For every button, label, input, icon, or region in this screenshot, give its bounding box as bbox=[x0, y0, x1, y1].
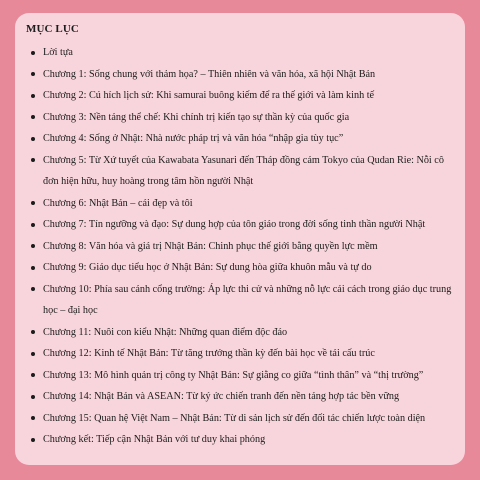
toc-item-text: Chương 15: Quan hệ Việt Nam – Nhật Bản: Từ di sản lịch sử đến đối tác chiến lược toàn diện bbox=[43, 412, 426, 424]
bullet-icon bbox=[31, 72, 35, 76]
bullet-icon bbox=[31, 352, 35, 356]
bullet-icon bbox=[31, 115, 35, 119]
toc-item-chapter-11 bbox=[26, 322, 455, 344]
toc-item-text: Chương 1: Sống chung với thảm họa? – Thiên nhiên và văn hóa, xã hội Nhật Bản bbox=[43, 68, 376, 80]
toc-item-chapter-2 bbox=[26, 85, 455, 107]
toc-item-chapter-13 bbox=[26, 365, 455, 387]
toc-item-text: Chương 10: Phía sau cánh cổng trường: Áp lực thi cử và những nỗ lực cải cách trong giáo dục trung học – đại học bbox=[43, 283, 452, 316]
toc-item-text: Chương 4: Sống ở Nhật: Nhà nước pháp trị và văn hóa “nhập gia tùy tục” bbox=[43, 133, 344, 144]
toc-item-text: Chương 7: Tín ngưỡng và đạo: Sự dung hợp của tôn giáo trong đời sống tinh thần người Nhật bbox=[43, 219, 426, 230]
toc-item-text: Chương 3: Nền tảng thể chế: Khi chính trị kiến tạo sự thần kỳ của quốc gia bbox=[43, 111, 350, 123]
bullet-icon bbox=[31, 438, 35, 442]
toc-item-chapter-9 bbox=[26, 257, 455, 279]
bullet-icon bbox=[31, 330, 35, 334]
toc-item-text: Chương kết: Tiếp cận Nhật Bản với tư duy khai phóng bbox=[43, 434, 266, 445]
toc-card bbox=[15, 13, 465, 465]
toc-item-conclusion bbox=[26, 429, 455, 451]
toc-title: MỤC LỤC bbox=[26, 23, 79, 35]
toc-item-text: Chương 8: Văn hóa và giá trị Nhật Bản: Chinh phục thế giới bằng quyền lực mềm bbox=[43, 240, 378, 252]
toc-item-text: Lời tựa bbox=[43, 47, 73, 58]
bullet-icon bbox=[31, 244, 35, 248]
toc-item-text: Chương 6: Nhật Bản – cái đẹp và tôi bbox=[43, 197, 193, 209]
bullet-icon bbox=[31, 94, 35, 98]
bullet-icon bbox=[31, 51, 35, 55]
toc-item-text: Chương 2: Cú hích lịch sử: Khi samurai buông kiếm để ra thế giới và làm kinh tế bbox=[43, 90, 375, 101]
bullet-icon bbox=[31, 158, 35, 162]
toc-item-chapter-4 bbox=[26, 128, 455, 150]
toc-item-chapter-12 bbox=[26, 343, 455, 365]
toc-item-text: Chương 9: Giáo dục tiểu học ở Nhật Bản: Sự dung hòa giữa khuôn mẫu và tự do bbox=[43, 262, 372, 273]
bullet-icon bbox=[31, 373, 35, 377]
toc-item-chapter-10 bbox=[26, 279, 455, 322]
toc-item-text: Chương 5: Từ Xứ tuyết của Kawabata Yasunari đến Tháp đồng cảm Tokyo của Qudan Rie: Nỗi cô đơn hiện hữu, huy hoàng trong tâm hồn người Nhật bbox=[43, 154, 444, 187]
toc-item-text: Chương 13: Mô hình quản trị công ty Nhật Bản: Sự giằng co giữa “tình thân” và “thị trường” bbox=[43, 369, 424, 381]
bullet-icon bbox=[31, 266, 35, 270]
toc-item-text: Chương 12: Kinh tế Nhật Bản: Từ tăng trưởng thần kỳ đến bài học về tái cấu trúc bbox=[43, 348, 375, 359]
toc-item-chapter-7 bbox=[26, 214, 455, 236]
toc-item-chapter-15 bbox=[26, 408, 455, 430]
bullet-icon bbox=[31, 223, 35, 227]
bullet-icon bbox=[31, 416, 35, 420]
toc-item-text: Chương 14: Nhật Bản và ASEAN: Từ ký ức chiến tranh đến nền tảng hợp tác bền vững bbox=[43, 391, 400, 402]
bullet-icon bbox=[31, 201, 35, 205]
bullet-icon bbox=[31, 137, 35, 141]
toc-item-chapter-8 bbox=[26, 236, 455, 258]
toc-item-chapter-3 bbox=[26, 107, 455, 129]
toc-item-chapter-5 bbox=[26, 150, 455, 193]
toc-item-text: Chương 11: Nuôi con kiểu Nhật: Những quan điểm độc đáo bbox=[43, 326, 288, 338]
toc-item-chapter-14 bbox=[26, 386, 455, 408]
bullet-icon bbox=[31, 287, 35, 291]
toc-item-chapter-6 bbox=[26, 193, 455, 215]
toc-item-preface bbox=[26, 42, 455, 64]
bullet-icon bbox=[31, 395, 35, 399]
toc-item-chapter-1 bbox=[26, 64, 455, 86]
toc-list bbox=[26, 42, 455, 451]
